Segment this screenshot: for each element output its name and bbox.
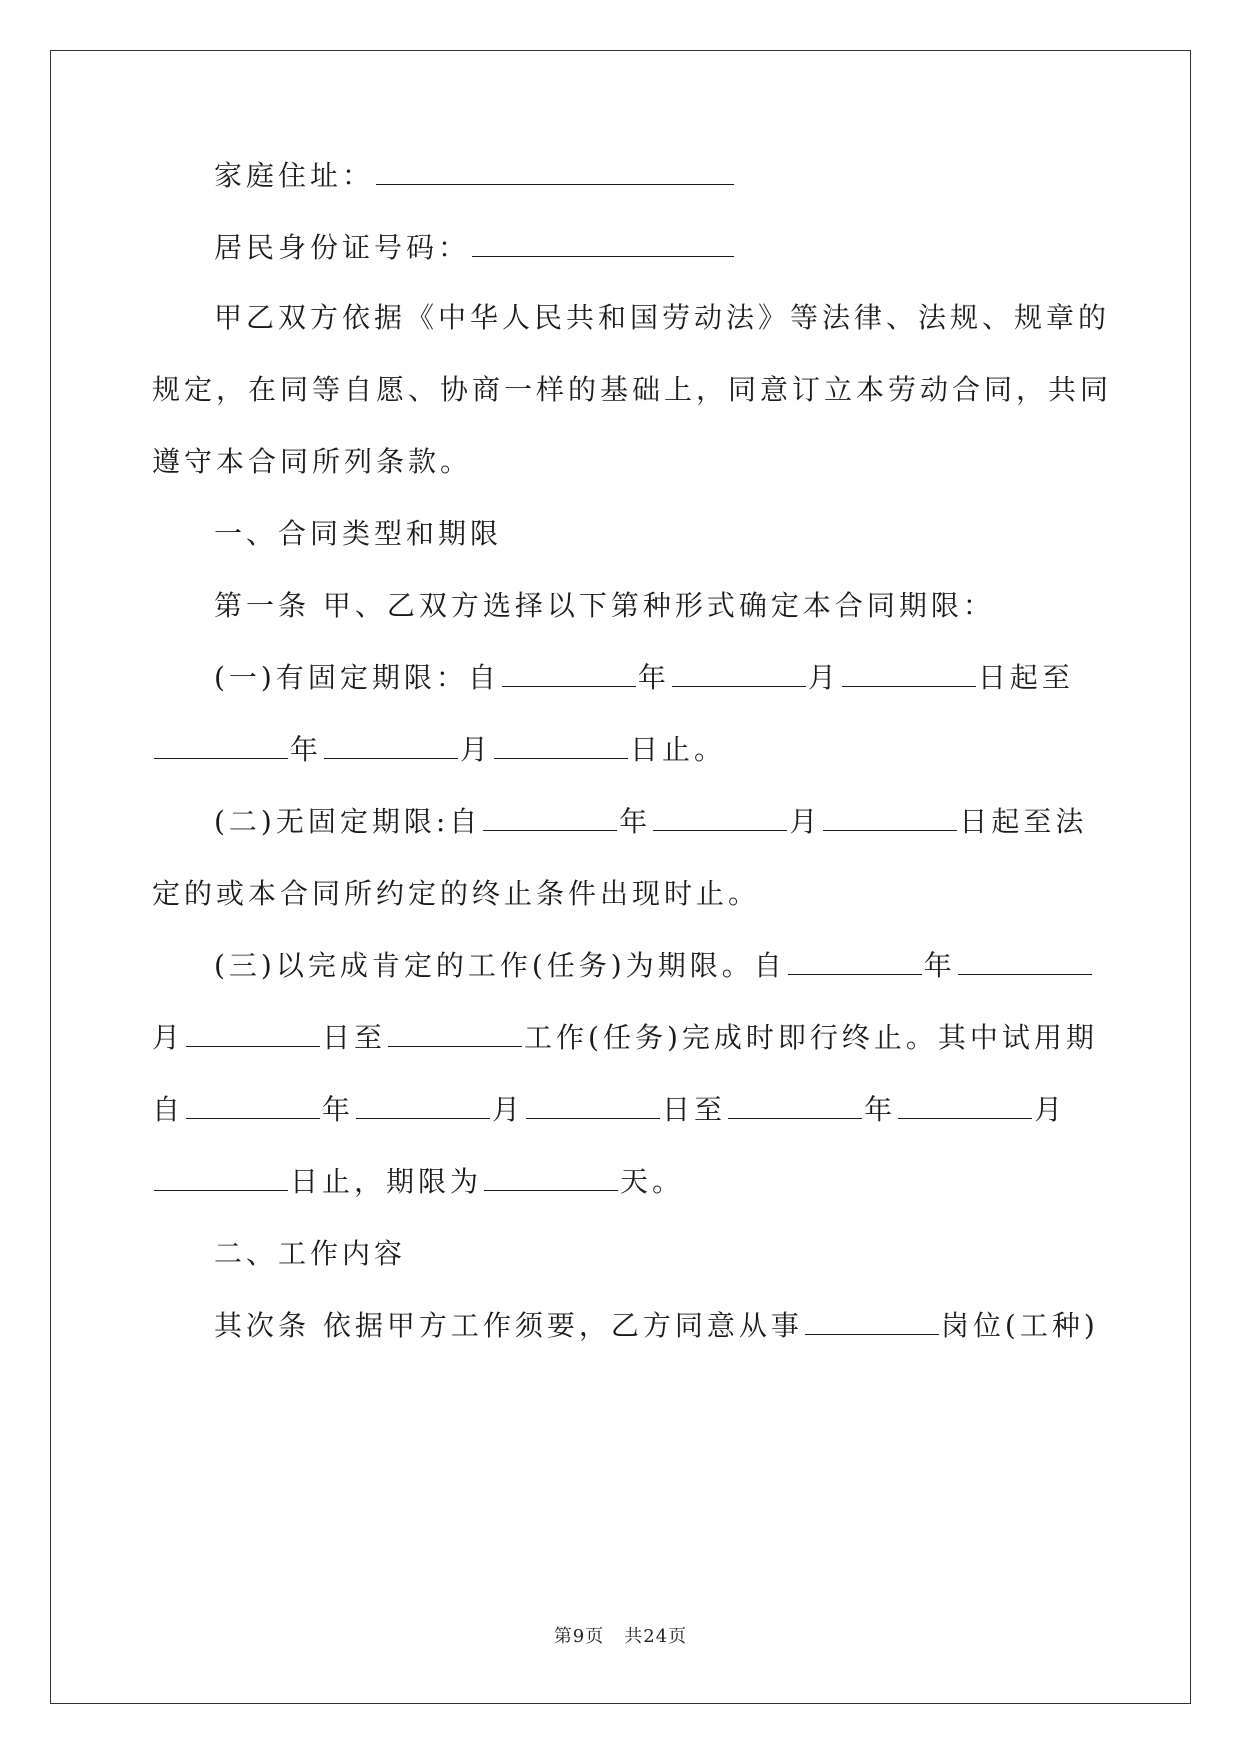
day-label: 日至 (322, 1021, 387, 1054)
id-number-label: 居民身份证号码： (214, 231, 471, 264)
id-number-line (214, 228, 736, 268)
date-blank (154, 730, 288, 759)
period-blank (484, 1162, 618, 1191)
item-2-prefix: (二)无固定期限:自 (214, 805, 482, 838)
date-blank (494, 730, 628, 759)
date-blank (526, 1090, 660, 1119)
home-address-label: 家庭住址： (214, 159, 375, 192)
month-label: 月 (460, 733, 493, 766)
date-blank (653, 802, 787, 831)
page-footer (0, 1622, 1241, 1648)
year-label: 年 (290, 733, 323, 766)
month-label: 月 (492, 1093, 525, 1126)
item-3-prefix: (三)以完成肯定的工作(任务)为期限。自 (214, 949, 786, 982)
month-label: 月 (1034, 1093, 1067, 1126)
item-1-prefix: (一)有固定期限：自 (214, 661, 500, 694)
item-2-line-1 (214, 802, 1087, 842)
date-blank (356, 1090, 490, 1119)
date-blank (388, 1018, 522, 1047)
preamble-line-1: 甲乙双方依据《中华人民共和国劳动法》等法律、法规、规章的 (214, 301, 1111, 334)
month-label: 月 (807, 661, 840, 694)
item-3-line-3 (152, 1090, 1066, 1130)
date-blank (483, 802, 617, 831)
date-blank (186, 1090, 320, 1119)
position-blank (805, 1306, 939, 1335)
article-1: 第一条 甲、乙双方选择以下第种形式确定本合同期限： (214, 589, 995, 622)
date-blank (823, 802, 957, 831)
year-label: 年 (322, 1093, 355, 1126)
section-2-heading: 二、工作内容 (214, 1237, 407, 1270)
day-label: 日起至 (977, 661, 1074, 694)
item-2-line-2: 定的或本合同所约定的终止条件出现时止。 (152, 877, 761, 910)
item-3-line-1 (214, 946, 1094, 986)
day-label: 日至 (662, 1093, 727, 1126)
item-3-line-4 (152, 1162, 684, 1202)
date-blank (324, 730, 458, 759)
article-2-prefix: 其次条 依据甲方工作须要，乙方同意从事 (214, 1309, 803, 1342)
date-blank (154, 1162, 288, 1191)
home-address-blank (376, 156, 734, 185)
year-label: 年 (619, 805, 652, 838)
item-1-line-1 (214, 658, 1074, 698)
date-blank (898, 1090, 1032, 1119)
id-number-blank (472, 228, 734, 257)
home-address-line (214, 156, 736, 196)
task-done-text: 工作(任务)完成时即行终止。其中试用期 (524, 1021, 1098, 1054)
days-label: 天。 (620, 1165, 685, 1198)
date-blank (788, 946, 922, 975)
date-blank (958, 946, 1092, 975)
month-label: 月 (152, 1021, 185, 1054)
year-label: 年 (637, 661, 670, 694)
item-3-line-2 (152, 1018, 1098, 1058)
day-label: 日止，期限为 (290, 1165, 483, 1198)
month-label: 月 (789, 805, 822, 838)
day-label: 日止。 (630, 733, 727, 766)
section-1-heading: 一、合同类型和期限 (214, 517, 503, 550)
date-blank (728, 1090, 862, 1119)
preamble-line-2: 规定，在同等自愿、协商一样的基础上，同意订立本劳动合同，共同 (152, 373, 1113, 406)
date-blank (502, 658, 636, 687)
preamble-line-3: 遵守本合同所列条款。 (152, 445, 473, 478)
year-label: 年 (864, 1093, 897, 1126)
from-label: 自 (152, 1093, 185, 1126)
date-blank (672, 658, 806, 687)
day-label: 日起至法 (959, 805, 1088, 838)
year-label: 年 (923, 949, 956, 982)
item-1-line-2 (152, 730, 726, 770)
article-2-suffix: 岗位(工种) (940, 1309, 1099, 1342)
date-blank (842, 658, 976, 687)
article-2 (214, 1306, 1099, 1346)
date-blank (186, 1018, 320, 1047)
page-current: 第9页 (553, 1626, 605, 1647)
page-total: 共24页 (624, 1626, 688, 1647)
